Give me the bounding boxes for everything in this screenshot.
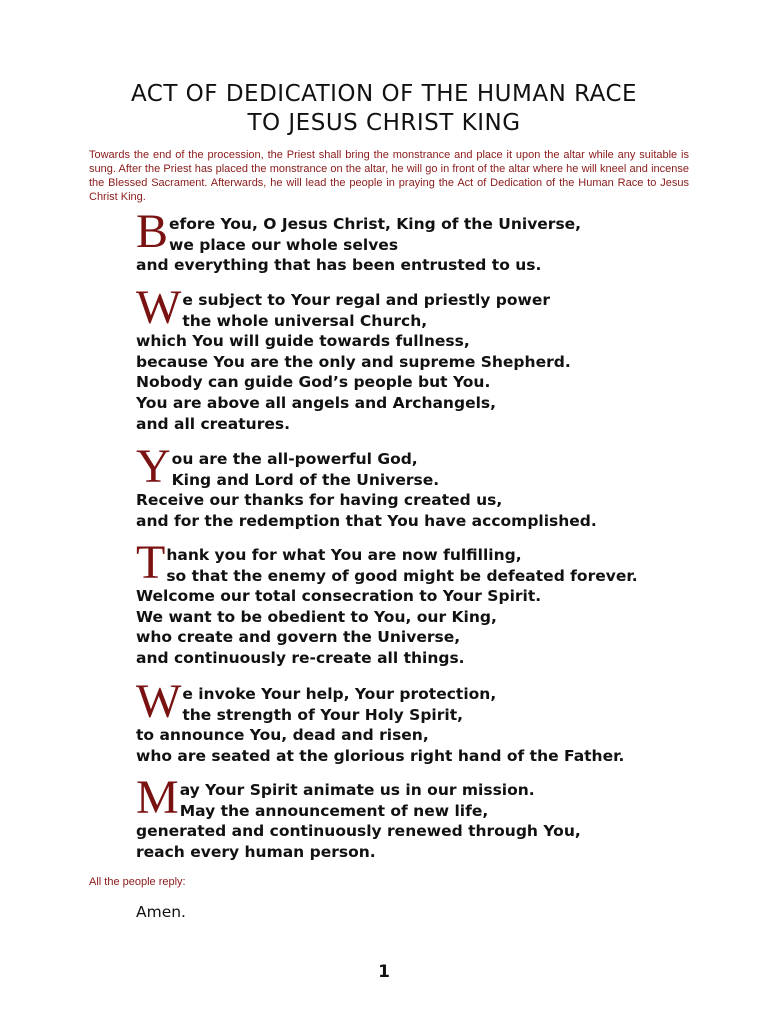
dropcap: M	[136, 771, 179, 824]
stanza-3	[136, 440, 696, 531]
stanza-line: which You will guide towards fullness,	[136, 332, 470, 351]
stanza-line: ay Your Spirit animate us in our mission.	[179, 781, 535, 799]
amen-response: Amen.	[136, 903, 186, 921]
stanza-line: because You are the only and supreme Shepherd.	[136, 352, 571, 371]
stanza-line: You are above all angels and Archangels,	[136, 393, 497, 412]
stanza-4	[136, 536, 696, 669]
stanza-line: we place our whole selves	[169, 235, 399, 254]
stanza-line: and everything that has been entrusted to us.	[136, 256, 542, 275]
stanza-line: hank you for what You are now fulfilling,	[166, 546, 522, 564]
stanza-5	[136, 675, 696, 766]
stanza-line: ou are the all-powerful God,	[171, 450, 418, 468]
stanza-line: Welcome our total consecration to Your Spirit.	[136, 587, 542, 606]
stanza-2	[136, 281, 696, 434]
dropcap: W	[136, 281, 182, 334]
stanza-line: who are seated at the glorious right hand of the Father.	[136, 746, 625, 765]
stanza-6	[136, 771, 696, 862]
dropcap: W	[136, 675, 182, 728]
stanza-line: so that the enemy of good might be defeated forever.	[166, 566, 638, 585]
stanza-line: the strength of Your Holy Spirit,	[182, 705, 464, 724]
stanza-line: Nobody can guide God’s people but You.	[136, 373, 491, 392]
stanza-line: We want to be obedient to You, our King,	[136, 607, 497, 626]
opening-rubric: Towards the end of the procession, the Priest shall bring the monstrance and place it upon the altar while any suitable is sung. After the Priest has placed the monstrance on the altar, he will go in front of the altar where he will kneel and incense the Blessed Sacrament. Afterwards, he will lead the people in praying the Act of Dedication of the Human Race to Jesus Christ King.	[89, 149, 689, 203]
dropcap: B	[136, 205, 169, 258]
title-line-1: ACT OF DEDICATION OF THE HUMAN RACE	[130, 81, 638, 107]
stanza-1	[136, 205, 696, 276]
stanza-line: efore You, O Jesus Christ, King of the Universe,	[169, 215, 582, 233]
stanza-line: and continuously re-create all things.	[136, 648, 465, 667]
title-line-2: TO JESUS CHRIST KING	[247, 110, 521, 136]
stanza-line: and for the redemption that You have accomplished.	[136, 511, 597, 530]
stanza-line: the whole universal Church,	[182, 311, 428, 330]
stanza-line: e subject to Your regal and priestly power	[182, 291, 551, 309]
stanza-line: who create and govern the Universe,	[136, 628, 461, 647]
stanza-line: reach every human person.	[136, 842, 376, 861]
stanza-line: to announce You, dead and risen,	[136, 726, 429, 745]
stanza-line: King and Lord of the Universe.	[171, 470, 440, 489]
stanza-line: e invoke Your help, Your protection,	[182, 685, 497, 703]
dropcap: Y	[136, 440, 171, 493]
page-number: 1	[378, 962, 390, 982]
stanza-line: May the announcement of new life,	[179, 801, 489, 820]
stanza-line: generated and continuously renewed through You,	[136, 822, 581, 841]
reply-rubric: All the people reply:	[89, 876, 186, 888]
stanza-line: Receive our thanks for having created us,	[136, 491, 503, 510]
dropcap: T	[136, 536, 166, 589]
stanza-line: and all creatures.	[136, 414, 290, 433]
page-title	[0, 80, 768, 138]
